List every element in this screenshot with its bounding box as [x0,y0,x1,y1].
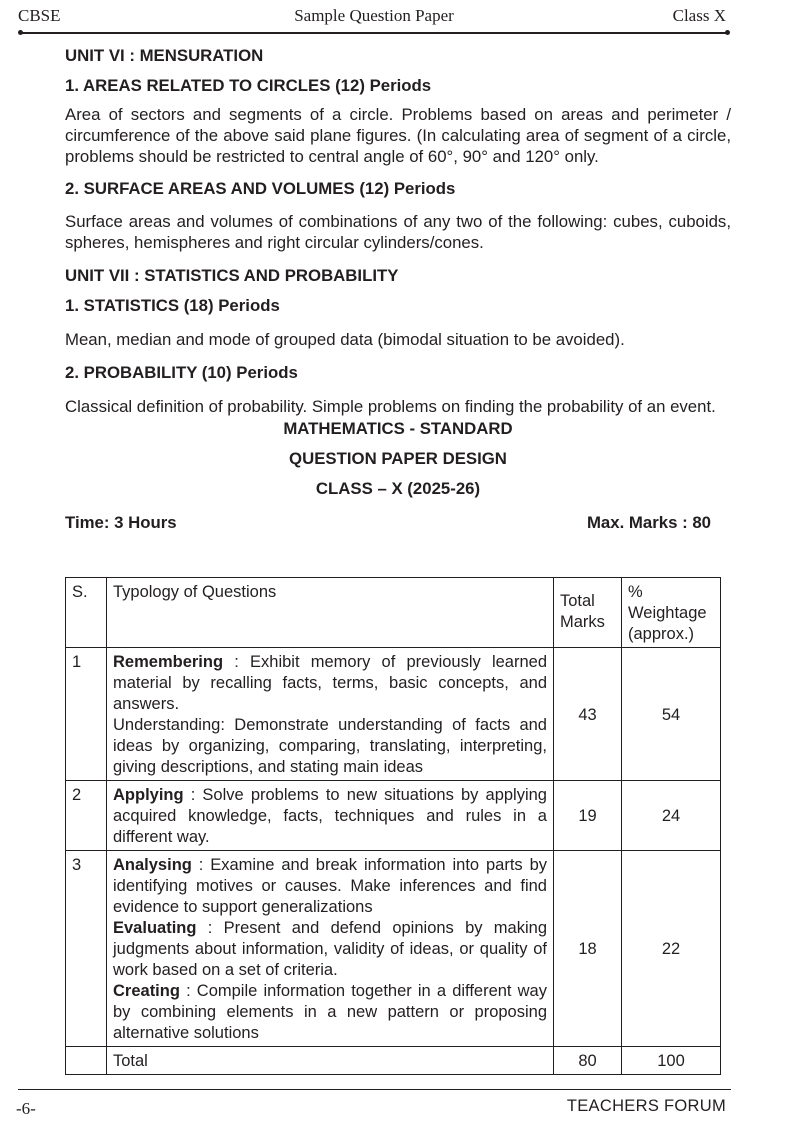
time-label: Time: 3 Hours [65,513,177,532]
row1-typology [107,648,554,781]
total-row-weightage: 100 [622,1047,721,1075]
analysing-label: Analysing [113,856,192,874]
total-row-marks: 80 [554,1047,622,1075]
header-divider [20,32,728,34]
question-paper-design-table [65,577,721,1075]
unit7-title: UNIT VII : STATISTICS AND PROBABILITY [65,266,399,285]
page-header [18,4,730,32]
design-title-paper: QUESTION PAPER DESIGN [289,449,507,468]
header-sno: S. [66,578,107,648]
row2-weightage: 24 [622,781,721,851]
analysing-text: : Examine and break information into parts by identifying motives or causes. Make inferences and find evidence to support generalizations [113,856,547,916]
header-total-marks: Total Marks [554,578,622,648]
applying-text: : Solve problems to new situations by applying acquired knowledge, facts, techniques and rules in a different way. [113,786,547,846]
row1-weightage: 54 [622,648,721,781]
row3-weightage: 22 [622,851,721,1047]
header-weightage: % Weightage (approx.) [622,578,721,648]
table-row [66,781,721,851]
unit6-title: UNIT VI : MENSURATION [65,46,264,65]
evaluating-label: Evaluating [113,919,197,937]
row1-sno: 1 [66,648,107,781]
time-marks-row [65,512,731,534]
row3-typology [107,851,554,1047]
publisher-name: TEACHERS FORUM [566,1097,726,1115]
table-row [66,851,721,1047]
creating-text: : Compile information together in a different way by combining elements in a new pattern or proposing alternative solutions [113,982,547,1042]
understanding-text: Understanding: Demonstrate understanding of facts and ideas by organizing, comparing, translating, interpreting, giving descriptions, and stating main ideas [113,716,547,776]
evaluating-text: : Present and defend opinions by making judgments about information, validity of ideas, or quality of work based on a set of criteria. [113,919,547,979]
creating-label: Creating [113,982,180,1000]
syllabus-content [65,44,731,534]
unit7-section2-title: 2. PROBABILITY (10) Periods [65,363,298,382]
table-row [66,648,721,781]
total-row-label: Total [107,1047,554,1075]
header-board: CBSE [18,6,61,25]
unit6-section2-body: Surface areas and volumes of combinations of any two of the following: cubes, cuboids, spheres, hemispheres and right circular cylinders/cones. [65,212,731,252]
design-title-subject: MATHEMATICS - STANDARD [283,419,513,438]
row3-sno: 3 [66,851,107,1047]
unit6-section1-body: Area of sectors and segments of a circle. Problems based on areas and perimeter / circumference of the above said plane figures. (In calculating area of segment of a circle, problems should be restricted to central angle of 60°, 90° and 120° only. [65,105,731,166]
max-marks-label: Max. Marks : 80 [586,513,711,532]
header-title: Sample Question Paper [294,6,454,25]
table-header-row [66,578,721,648]
divider-dot-left [18,30,23,35]
row2-sno: 2 [66,781,107,851]
unit6-section2-title: 2. SURFACE AREAS AND VOLUMES (12) Periods [65,179,456,198]
row3-total-marks: 18 [554,851,622,1047]
unit7-section2-body: Classical definition of probability. Simple problems on finding the probability of an event. [65,397,716,416]
footer-divider [18,1089,731,1090]
header-class: Class X [672,6,726,25]
design-title-class: CLASS – X (2025-26) [315,479,481,498]
remembering-text: : Exhibit memory of previously learned material by recalling facts, terms, basic concepts, and answers. [113,653,547,713]
page-number: -6- [16,1099,36,1118]
remembering-label: Remembering [113,653,224,671]
divider-dot-right [725,30,730,35]
row2-total-marks: 19 [554,781,622,851]
total-row-sno [66,1047,107,1075]
row1-total-marks: 43 [554,648,622,781]
header-typology: Typology of Questions [107,578,554,648]
unit7-section1-body: Mean, median and mode of grouped data (bimodal situation to be avoided). [65,330,625,349]
applying-label: Applying [113,786,184,804]
unit6-section1-title: 1. AREAS RELATED TO CIRCLES (12) Periods [65,76,432,95]
row2-typology [107,781,554,851]
unit7-section1-title: 1. STATISTICS (18) Periods [65,296,280,315]
table-total-row [66,1047,721,1075]
